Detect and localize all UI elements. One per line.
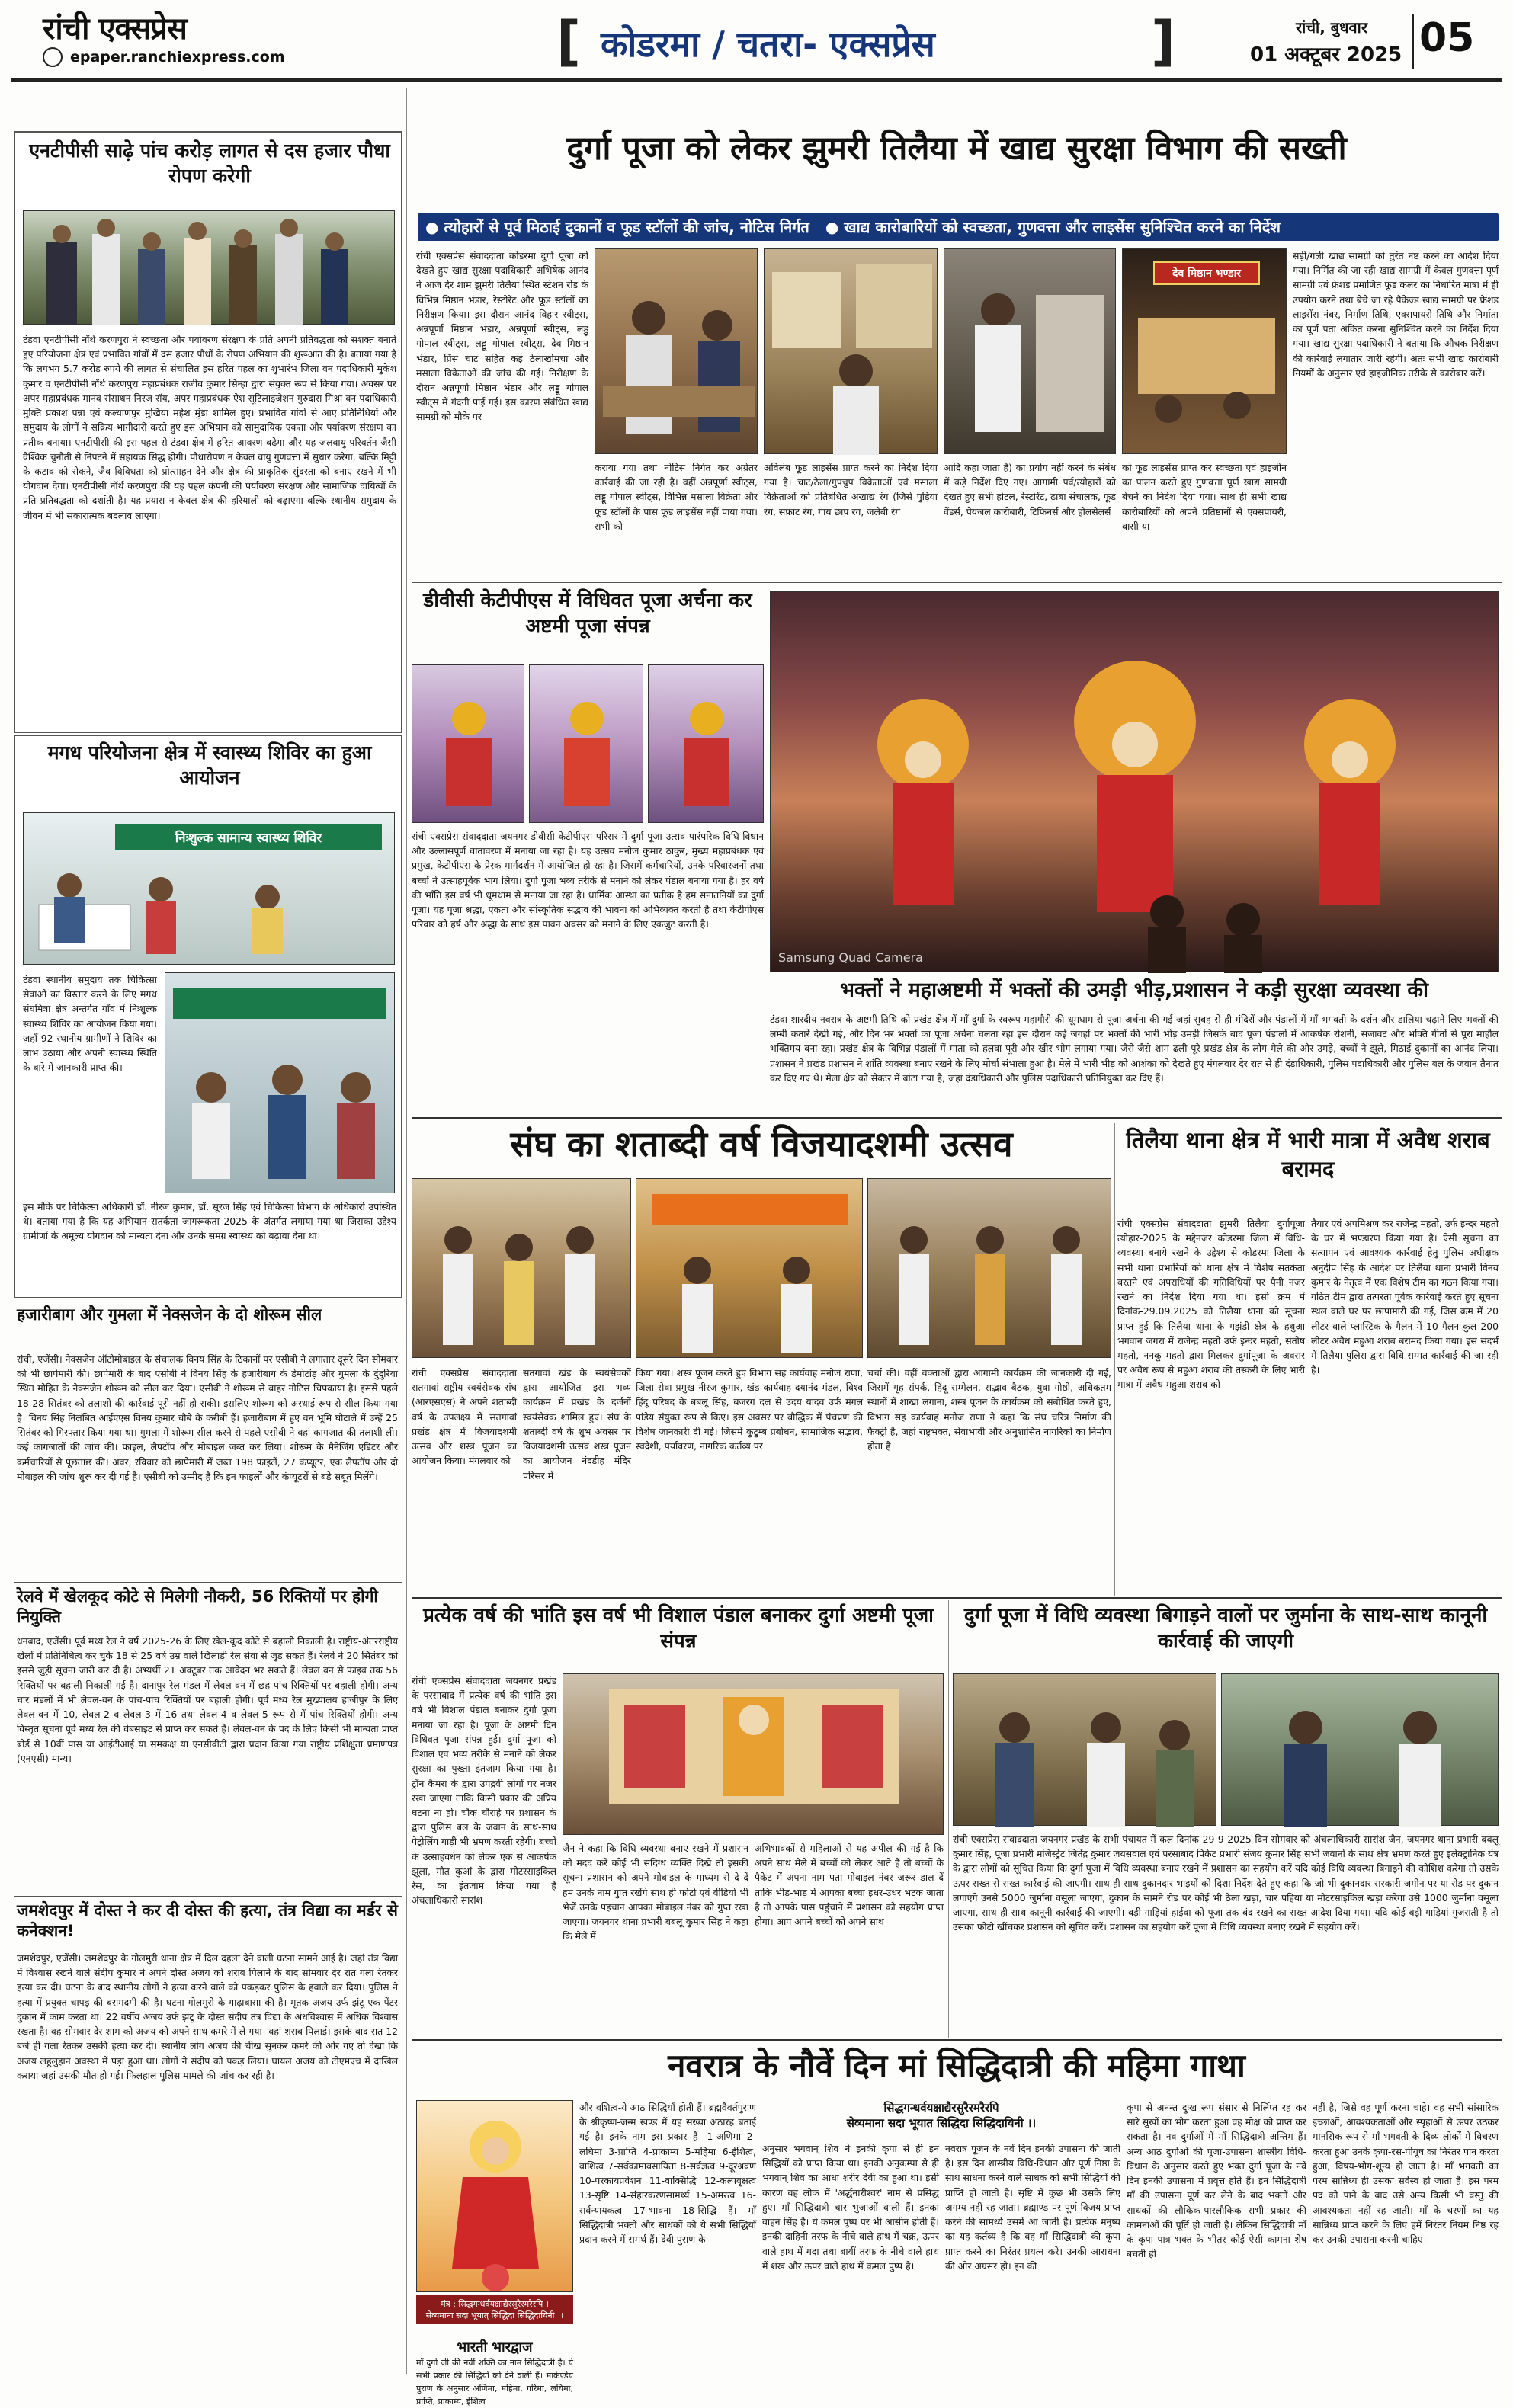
magadh-banner: निःशुल्क सामान्य स्वास्थ्य शिविर [115,824,382,850]
mantra-line2: सेव्यमाना सदा भूयात सिद्धिदा सिद्धिदायिनी ।। [846,2116,1037,2130]
lead-photo-4 [1122,248,1287,454]
navratri-col5: कृपा से अनन्त दुःख रूप संसार से निर्लिप्त रह कर सारे सुखों का भोग करता हुआ वह मोक्ष को प्राप्त कर सकता है। नव दुर्गाओं में माँ सिद्धिदात्री अन्तिम हैं। अन्य आठ दुर्गाओं की पूजा-उपासना शास्त्रीय विधि-विधान के अनुसार करते हुए भक्त दुर्गा पूजा के नवें दिन इनकी उपासना में प्रवृत्त होते हैं। इन सिद्धिदात्री माँ की उपासना पूर्ण कर लेने के बाद भक्तों और साधकों की लौकिक-पारलौकिक सभी प्रकार की कामनाओं की पूर्ति हो जाती है। लेकिन सिद्धिदात्री माँ के कृपा पात्र भक्त के भीतर कोई ऐसी कामना शेष बचती ही [1127,2102,1306,2260]
pandal-divider [948,1600,949,2038]
navratri-col3: अनुसार भगवान् शिव ने इनकी कृपा से ही इन सिद्धियों को प्राप्त किया था। इनकी अनुकम्पा से ही भगवान् शिव का आधा शरीर देवी का हुआ था। इसी कारण वह लोक में 'अर्द्धनारीश्वर' नाम से प्रसिद्ध हुए। माँ सिद्धिदात्री चार भुजाओं वाली हैं। इनका वाहन सिंह है। ये कमल पुष्प पर भी आसीन होती हैं। इनकी दाहिनी तरफ के नीचे वाले हाथ में चक्र, ऊपर वाले हाथ में गदा तथा बायीं तरफ के नीचे वाले हाथ में शंख और ऊपर वाले हाथ में कमल पुष्प है। [762,2143,939,2272]
pandal-title: प्रत्येक वर्ष की भांति इस वर्ष भी विशाल पंडाल बनाकर दुर्गा अष्टमी पूजा संपन्न [423,1604,934,1653]
navratri-author: भारती भारद्वाज [457,2339,533,2355]
date-day: रांची, बुधवार [1296,18,1368,37]
sangh-photo-1 [412,1178,631,1358]
navratri-title: नवरात्र के नौवें दिन मां सिद्धिदात्री की महिमा गाथा [668,2047,1245,2084]
fine-photo-1-drawing [954,1674,1217,1827]
dvc-title: डीवीसी केटीपीएस में विधिवत पूजा अर्चना कर अष्टमी पूजा संपन्न [423,589,752,638]
magadh-photo-top [23,812,395,965]
shop-sign: देव मिष्ठान भण्डार [1153,261,1260,285]
fine-photo-2 [1221,1673,1499,1826]
crowd-photo [770,591,1499,972]
navratri-col2: और वशित्व-ये आठ सिद्धियाँ होती हैं। ब्रह्मवैवर्तपुराण के श्रीकृष्ण-जन्म खण्ड में यह संख्या अठारह बताई गई है। इनके नाम इस प्रकार हैं- 1-अणिमा 2-लघिमा 3-प्राप्ति 4-प्राकाम्य 5-महिमा 6-ईशित्व, वाशित्व 7-सर्वकामावसायिता 8-सर्वज्ञत्व 9-दूरश्रवण 10-परकायप्रवेशन 11-वाक्सिद्धि 12-कल्पवृक्षत्व 13-सृष्टि 14-संहारकरणसामर्थ्य 15-अमरत्व 16-सर्वन्यायकत्व 17-भावना 18-सिद्धि हैं। माँ सिद्धिदात्री भक्तों और साधकों को ये सभी सिद्धियाँ प्रदान करने में समर्थ हैं। देवी पुराण के [579,2102,756,2245]
nexgen-article [14,1305,402,1579]
navratri-col1: माँ दुर्गा जी की नवीं शक्ति का नाम सिद्धिदात्री है। ये सभी प्रकार की सिद्धियों को देने वाली हैं। मार्कण्डेय पुराण के अनुसार अणिमा, महिमा, गरिमा, लघिमा, प्राप्ति, प्राकाम्य, ईशित्व [416,2358,573,2407]
lead-photo-3-drawing [944,249,1117,455]
liquor-col2: तैयार एवं अपमिश्रण कर राजेन्द्र महतो, उर्फ इन्दर महतो के घर में भण्डारण किया गया है। ऐसी सूचना का सत्यापन एवं आवश्यक कार्रवाई हेतु पुलिस अधीक्षक अनुदीप सिंह के आदेश पर तिलैया थाना प्रभारी विनय कुमार के नेतृत्व में एक विशेष टीम का गठन किया गया। गठित टीम द्वारा तत्परता पूर्वक कार्रवाई करते हुए सूचना स्थल वाले घर पर छापामारी की गई, जिस क्रम में 20 लीटर वाले प्लास्टिक के गैलन में 10 गैलन कुल 200 लीटर अवैध महुआ शराब बरामद किया गया। इस संदर्भ में तिलैया पुलिस द्वारा विधि-सम्मत कार्रवाई की जा रही है। [1311,1218,1499,1376]
left-rule-1 [14,1582,402,1583]
goddess-caption-line1: मंत्र : सिद्धगन्धर्वयक्षाद्यैरसुरैरमरैरपि । [441,2299,549,2309]
sangh-title: संघ का शताब्दी वर्ष विजयादशमी उत्सव [510,1123,1013,1164]
crowd-photo-drawing [771,592,1499,973]
crowd-body: टंडवा शारदीय नवरात्र के अष्टमी तिथि को प्रखंड क्षेत्र में माँ दुर्गा के स्वरूप महागौरी की धूमधाम से पूजा अर्चना की गई जहां सुबह से ही मंदिरों और पंडालों में माँ भगवती के दर्शन और डालिया चढ़ाने लिए भक्तों की लम्बी कतारें देखी गई, और दिन भर भक्तों का पूजा अर्चना चलता रहा इस दौरान कई जगहों पर भक्तों की भारी भीड़ उमड़ी जिसके बाद पूजा पंडालों में आकर्षक रोशनी, सजावट और भक्ति गीतों से पूरा माहौल भक्तिमय बना रहा। प्रखंड क्षेत्र के विभिन्न पंडालों में माता को हलवा पूरी और खीर भोग लगाया गया। जैसे-जैसे शाम ढली पूरे प्रखंड क्षेत्र के लोग मेले की ओर उमड़े, बच्चों ने झूले, मिठाई दुकानों का आनंद लिया। प्रशासन ने प्रखंड प्रशासन ने शांति व्यवस्था बनाए रखने के लिए मोर्चा संभाला हुआ है। मेले में भारी भीड़ को आशंका को देखते हुए मंगलवार देर रात से ही दंडाधिकारी, पुलिस पदाधिकारी और पुलिस बल के जवान तैनात कर दिए गए थे। मेला क्षेत्र को सेक्टर में बांटा गया है, जहां दंडाधिकारी और पुलिस पदाधिकारी प्रतिनियुक्त कर दिए हैं। [770,1013,1499,1084]
pandal-col2: जैन ने कहा कि विधि व्यवस्था बनाए रखने में प्रशासन को मदद करें कोई भी संदिग्ध व्यक्ति दिखे तो इसकी सूचना प्रशासन को अपने मोबाइल के माध्यम से दे दें हम उनके नाम गुप्त रखेंगे साथ ही फोटो एवं वीडियो भी भेजें उनके पहचान आपका मोबाइल नंबर को गुप्त रखा जाएगा। जयनगर थाना प्रभारी बबलू कुमार सिंह ने कहा कि मेले में [563,1843,748,1942]
page-number: 05 [1419,15,1475,61]
date: 01 अक्टूबर 2025 [1250,43,1402,66]
magadh-body-b: इस मौके पर चिकित्सा अधिकारी डॉ. नीरज कुमार, डॉ. सूरज सिंह एवं चिकित्सा विभाग के अधिकारी उपस्थित थे। बताया गया है कि यह अभियान सतर्कता जागरूकता 2025 के अंतर्गत लगाया गया था जिसका उद्देश्य ग्रामीणों के अमूल्य योगदान को मान्यता देना और उनके समग्र स्वास्थ्य को बढ़ावा देना था। [23,1201,396,1242]
dvc-photo-3 [648,664,764,823]
goddess-caption-line2: सेव्यमाना सदा भूयात् सिद्धिदा सिद्धिदायिनी ।। [425,2310,564,2320]
sangh-col3: किया गया। शस्त्र पूजन करते हुए विभाग सह कार्यवाह मनोज राणा, जिला सेवा प्रमुख नीरज कुमार, खंड कार्यवाह दयानंद मंडल, विश्व हिंदू परिषद के बबलू सिंह, बजरंग दल से उदय यादव उर्फ मंगल पांडेय संयुक्त रूप से किए। इस अवसर पर बौद्धिक में पंचप्रण की विशेष जानकारी दी गई। जिसमें कुटुम्ब प्रबोधन, सामाजिक सद्भाव, स्वदेशी, पर्यावरण, नागरिक कर्तव्य पर [636,1367,863,1452]
page-divider [1412,14,1414,69]
lead-photo-2-drawing [765,249,938,455]
sangh-col4: चर्चा की। वहीं वक्ताओं द्वारा आगामी कार्यक्रम की जानकारी दी गई, जिसमें गृह संपर्क, हिंदू सम्मेलन, सद्भाव बैठक, युवा गोष्ठी, अधिकतम स्थानों में शाखा लगाना, शस्त्र पूजन के कार्यक्रम को संबोधित करते हुए, विभाग सह कार्यवाह मनोज राणा ने कहा कि संघ चरित्र निर्माण की फैक्ट्री है, जहां राष्ट्रभक्त, सेवाभावी और अनुशासित नागरिकों का निर्माण होता है। [867,1367,1111,1452]
lead-col6: सड़ी/गली खाद्य सामग्री को तुरंत नष्ट करने का आदेश दिया गया। निर्मित की जा रही खाद्य सामग्री में केवल गुणवत्ता पूर्ण सामग्री एवं फ्रेशड प्रमाणित फूड कलर का निर्धारित मात्रा में ही उपयोग करने तथा बेचे जा रहे पैकेज्ड खाद्य सामग्री पर फ्रेशड लाइसेंस नंबर, निर्माण तिथि, एक्सपायरी तिथि और निर्माता का पूर्ण पता अंकित करना सुनिश्चित करने का निर्देश दिया गया। खाद्य सुरक्षा पदाधिकारी ने बताया कि औचक निरीक्षण की कार्रवाई लगातार जारी रहेगी। अतः सभी खाद्य कारोबारी नियमों के अनुसार एवं हाइजीनिक तरीके से कारोबार करें। [1293,250,1499,379]
lead-col5: को फूड लाइसेंस प्राप्त कर स्वच्छता एवं हाइजीन का पालन करते हुए गुणवत्ता पूर्ण खाद्य सामग्री बेचने का निर्देश दिया गया। साथ ही सभी खाद्य कारोबारियों को अपने प्रतिष्ठानों से एक्सपायरी, बासी या [1122,462,1287,532]
railway-article [14,1587,402,1891]
goddess-image [416,2100,573,2292]
logo-text: रांची एक्सप्रेस [43,11,187,46]
dvc-photo-2-drawing [530,665,644,824]
camera-watermark: Samsung Quad Camera [778,950,923,965]
sangh-photo-3-drawing [868,1179,1112,1359]
bullet-icon: ● [825,218,845,236]
magadh-body-a: टंडवा स्थानीय समुदाय तक चिकित्सा सेवाओं का विस्तार करने के लिए मगध संघमित्रा क्षेत्र अन्तर्गत गाँव में निःशुल्क स्वास्थ्य शिविर का आयोजन किया गया। जहाँ 92 स्थानीय ग्रामीणों ने शिविर का लाभ उठाया और अपनी स्वास्थ्य स्थिति के बारे में जानकारी प्राप्त की। [23,974,157,1074]
lead-title: दुर्गा पूजा को लेकर झुमरी तिलैया में खाद्य सुरक्षा विभाग की सख्ती [566,130,1347,168]
murder-article [14,1900,402,2373]
lead-col4: आदि कहा जाता है) का प्रयोग नहीं करने के संबंध में कड़े निर्देश दिए गए। आगामी पर्व/त्योहारों को देखते हुए सभी होटल, रेस्टोरेंट, ढाबा संचालक, फूड वेंडर्स, पेयजल कारोबारी, टिफिनर्स और होलसेलर्स [944,462,1117,517]
lead-subhead-strip [418,213,1499,241]
dvc-photo-1-drawing [412,665,525,824]
murder-title: जमशेदपुर में दोस्त ने कर दी दोस्त की हत्या, तंत्र विद्या का मर्डर से कनेक्शन! [17,1901,399,1941]
ntpc-body: टंडवा एनटीपीसी नॉर्थ करणपुरा ने स्वच्छता और पर्यावरण संरक्षण के प्रति अपनी प्रतिबद्धता को सशक्त बनाते हुए परियोजना क्षेत्र एवं प्रभावित गांवों में दस हजार पौधों के रोपण अभियान की शुरूआत की है। बताया गया है कि लगभग 5.7 करोड़ रुपये की लागत से संचालित इस हरित पहल का शुभारंभ जिला वन पदाधिकारी मुकेश कुमार व एनटीपीसी नॉर्थ करणपुरा महाप्रबंधक राजीव कुमार सिन्हा द्वारा संयुक्त रूप से किया गया। अवसर पर अपर महाप्रबंधक मानव संसाधन निरज रॉय, अपर महाप्रबंधक ऐश सूटिलाइजेशन गुरुदास मिश्रा वन पदाधिकारी मुक्ति प्रकाश पन्ना एवं कल्याणपुर मुखिया महेश मुंडा शामिल हुए। प्रभावित गांवों से आए प्रतिनिधियों और समुदाय के लोगों ने सक्रिय भागीदारी करते हुए इस अभियान को सामुदायिक एकता और पर्यावरण संरक्षण का प्रतीक बनाया। एनटीपीसी की इस पहल से टंडवा क्षेत्र में हरित आवरण बढ़ेगा और यह जलवायु परिवर्तन जैसी वैश्विक चुनौती से निपटने में सहायक सिद्ध होगी। पौधारोपण न केवल वायु गुणवत्ता में सुधार करेगा, बल्कि मिट्टी के कटाव को रोकने, जैव विविधता को प्रोत्साहन देने और क्षेत्र की प्राकृतिक सुंदरता को बनाए रखने में भी योगदान देगा। एनटीपीसी नॉर्थ करणपुरा की यह पहल कंपनी की पर्यावरण संरक्षण और सामाजिक दायित्वों के प्रति प्रतिबद्धता को दर्शाती है। यह प्रयास न केवल क्षेत्र की हरियाली को बढ़ाएगा बल्कि स्थानीय समुदाय के जीवन में भी सकारात्मक बदलाव लाएगा। [23,334,396,521]
dvc-body: रांची एक्सप्रेस संवाददाता जयनगर डीवीसी केटीपीएस परिसर में दुर्गा पूजा उत्सव पारंपरिक विधि-विधान और उल्लासपूर्ण वातावरण में मनाया जा रहा है। यह उत्सव मनोज कुमार ठाकुर, मुख्य महाप्रबंधक एवं प्रमुख, केटीपीएस के प्रेरक मार्गदर्शन में आयोजित हो रहा है। जिसमें कर्मचारियों, उनके परिवारजनों तथा बच्चों ने उत्साहपूर्वक भाग लिया। दुर्गा पूजा भव्य तरीके से मनाने को लेकर पंडाल बनाया गया है। हर वर्ष की भाँति इस वर्ष भी धूमधाम से मनाया जा रहा है। धार्मिक आस्था का प्रतीक है हम सनातनियों का दुर्गा पूजा। यह पूजा श्रद्धा, एकता और सांस्कृतिक सद्भाव की भावना को अभिव्यक्त करती है तथा केटीपीएस परिवार को हर्ष और श्रद्धा के साथ इस पावन अवसर को मनाने के लिए एकजुट करती है। [412,831,764,930]
goddess-drawing [417,2101,574,2293]
sangh-photo-1-drawing [412,1179,632,1359]
nexgen-title: हजारीबाग और गुमला में नेक्सजेन के दो शोरूम सील [17,1305,322,1324]
lead-photo-3 [944,248,1116,454]
railway-title: रेलवे में खेलकूद कोटे से मिलेगी नौकरी, 56 रिक्तियों पर होगी नियुक्ति [17,1587,378,1627]
column-divider [406,88,407,2374]
ntpc-photo [23,210,395,325]
left-rule-2 [14,1896,402,1897]
logo[interactable] [43,6,187,48]
mid-rule-3 [412,2039,1502,2041]
section-title: कोडरमा / चतरा- एक्सप्रेस [601,24,935,65]
dvc-photo-3-drawing [649,665,765,824]
crowd-title: भक्तों ने महाअष्टमी में भक्तों की उमड़ी भीड़,प्रशासन ने कड़ी सुरक्षा व्यवस्था की [840,978,1428,1002]
liquor-divider [1114,1123,1115,1596]
masthead-rule [11,78,1502,82]
ntpc-photo-drawing [24,211,396,325]
masthead [0,0,1513,82]
bullet-icon: ● [425,218,444,236]
dvc-photo-1 [412,664,524,823]
lead-col3: अविलंब फूड लाइसेंस प्राप्त करने का निर्देश दिया गया है। चाट/ठेला/गुपचुप विक्रेताओं एवं मसाला विक्रेताओं को प्रतिबंधित अखाद्य रंग (जिसे पुड़िया रंग, सफ़ाट रंग, गाय छाप रंग, जलेबी रंग [764,462,938,517]
pandal-col1: रांची एक्सप्रेस संवाददाता जयनगर प्रखंड के परसाबाद में प्रत्येक वर्ष की भांति इस वर्ष भी विशाल पंडाल बनाकर दुर्गा पूजा मनाया जा रहा है। पूजा के अष्टमी दिन विधिवत पूजा संपन्न हुई। दुर्गा पूजा को विशाल एवं भव्य तरीके से मनाने को लेकर सुरक्षा का पुख्ता इंतजाम किया गया है। ट्रॉन कैमरा के द्वारा उपद्रवी लोगों पर नजर रखा जाएगा ताकि किसी प्रकार की अप्रिय घटना ना हो। चौक चौराहे पर प्रशासन के द्वारा पुलिस बल के जवान के साथ-साथ पेट्रोलिंग गाड़ी भी भ्रमण करती रहेगी। बच्चों के उत्साहवर्धन को लेकर एक से आकर्षक झूला, मौत कुआं के द्वारा मोटरसाइकिल रेस, का इंतजाम किया गया है अंचलाधिकारी सारांश [412,1675,556,1907]
sangh-col2: सतगावां खंड के स्वयंसेवकों द्वारा आयोजित इस भव्य कार्यक्रम में प्रखंड के दर्जनों स्वयंसेवक शामिल हुए। संघ के शताब्दी वर्ष के शुभ अवसर पर विजयादशमी उत्सव शस्त्र पूजन का आयोजन नंदडीह मंदिर परिसर में [523,1367,631,1481]
lead-col2: कराया गया तथा नोटिस निर्गत कर अग्रेतर कार्रवाई की जा रही है। वहीं अन्नपूर्णा स्वीट्स, लड्डू गोपाल स्वीट्स, विभिन्न मसाला विक्रेता और फूड स्टॉलों के पास फूड लाइसेंस नहीं पाया गया। सभी को [595,462,758,532]
magadh-photo-side-drawing [165,973,396,1194]
lead-photo-1 [595,248,758,454]
lead-sub2: खाद्य कारोबारियों को स्वच्छता, गुणवत्ता और लाइसेंस सुनिश्चित करने का निर्देश [844,218,1281,236]
pandal-photo [563,1673,944,1835]
navratri-col4: नवरात्र पूजन के नवें दिन इनकी उपासना की जाती है। इस दिन शास्त्रीय विधि-विधान और पूर्ण निष्ठा के साथ साधना करने वाले साधक को सभी सिद्धियों की प्राप्ति हो जाती है। सृष्टि में कुछ भी उसके लिए अगम्य नहीं रह जाता। ब्रह्माण्ड पर पूर्ण विजय प्राप्त करने की सामर्थ्य उसमें आ जाती है। प्रत्येक मनुष्य का यह कर्तव्य है कि वह माँ सिद्धिदात्री की कृपा प्राप्त करने का निरंतर प्रयत्न करे। उनकी आराधना की ओर अग्रसर हो। इन की [945,2143,1120,2272]
fine-photo-2-drawing [1222,1674,1499,1827]
magadh-photo-side [165,972,395,1193]
sangh-photo-3 [867,1178,1111,1358]
liquor-title: तिलैया थाना क्षेत्र में भारी मात्रा में अवैध शराब बरामद [1126,1127,1490,1182]
mid-rule-2 [412,1597,1502,1599]
sangh-photo-2-drawing [636,1179,864,1359]
ntpc-article [14,131,402,733]
liquor-col1: रांची एक्सप्रेस संवाददाता झुमरी तिलैया दुर्गापूजा त्योहार-2025 के मद्देनजर कोडरमा जिला में विधि-व्यवस्था बनाये रखने के उद्देश्य से कोडरमा जिला के सभी थाना प्रभारियों को थाना क्षेत्र में विशेष सतर्कता बरतने एवं अपराधियों की गतिविधियों पर पैनी नज़र रखने का निर्देश दिया गया था। इसी क्रम में दिनांक-29.09.2025 को तिलैया थाना को सूचना प्राप्त हुई कि तिलैया थाना के गझंडी क्षेत्र के हथुआ भगवान जगरा में राजेन्द्र महतो उर्फ इन्दर महतो, संतोष महतो, ननकू महतो द्वारा मिलकर दुर्गापूजा के अवसर पर अवैध रूप से महुआ शराब की तस्करी के लिए भारी मात्रा में अवैध महुआ शराब को [1117,1218,1305,1391]
lead-sub1: त्योहारों से पूर्व मिठाई दुकानों व फूड स्टॉलों की जांच, नोटिस निर्गत [444,218,809,236]
pandal-col3: अभिभावकों से महिलाओं से यह अपील की गई है कि अपने साथ मेले में बच्चों को लेकर आते हैं तो बच्चों के पैकेट में अपना नाम पता मोबाइल नंबर जरूर डाल दें ताकि भीड़-भाड़ में आपका बच्चा इधर-उधर भटक जाता है तो आपके पास पहुंचाने में प्रशासन को सहयोग प्राप्त होगा। आप अपने बच्चों को अपने साथ [755,1843,944,1928]
magadh-title: मगध परियोजना क्षेत्र में स्वास्थ्य शिविर का हुआ आयोजन [47,741,372,789]
logo-icon [43,47,63,67]
murder-body: जमशेदपुर, एजेंसी। जमशेदपुर के गोलमुरी थाना क्षेत्र में दिल दहला देने वाली घटना सामने आई है। जहां तंत्र विद्या में विश्वास रखने वाले संदीप कुमार ने अपने दोस्त अजय को शराब पिलाने के बाद सोमवार देर रात गला रेतकर हत्या कर दी। घटना के बाद स्थानीय लोगों ने हत्या करने वाले को पकड़कर पुलिस के हवाले कर दिया। पुलिस ने हत्या में प्रयुक्त चापड़ की बरामदगी की है। घटना गोलमुरी के गाढ़ाबासा की है। मृतक अजय उर्फ झंटू एक पेंटर दुकान में काम करता था। 22 वर्षीय अजय उर्फ झंटू के दोस्त संदीप तंत्र विद्या के अंधविश्वास में अधिक विश्वास रखता है। वह सोमवार देर शाम को अजय को अपने साथ कमरे में ले गया। वहां शराब पिलाई। इसके बाद रात 12 बजे ही गला रेतकर उसकी हत्या कर दी। स्थानीय लोग अजय की चीख सुनकर कमरे की ओर गए तो देखा कि अजय लहूलुहान अवस्था में पड़ा हुआ था। लोगों ने संदीप को पकड़ लिया। घायल अजय को टीएमएच में दाखिल कराया जहां उसकी मौत हो गई। फिलहाल पुलिस मामले की जांच कर रही है। [17,1952,398,2081]
dvc-photo-2 [529,664,643,823]
railway-body: धनबाद, एजेंसी। पूर्व मध्य रेल ने वर्ष 2025-26 के लिए खेल-कूद कोटे से बहाली निकाली है। राष्ट्रीय-अंतरराष्ट्रीय खेलों में प्रतिनिधित्व कर चुके 18 से 25 वर्ष उम्र वाले खिलाड़ी रेल सेवा से जुड़ सकते हैं। रेलवे ने 20 सितंबर को इससे जुड़ी सूचना जारी कर दी है। अभ्यर्थी 21 अक्टूबर तक आवेदन भर सकते हैं। लेवल वन से फाइव तक 56 रिक्तियों पर बहाली निकाली गई है। दानापुर रेल मंडल में लेवल-वन में छह पांच रिक्तियों पर बहाली होगी। अन्य चार मंडलों में भी लेवल-वन के पांच-पांच रिक्तियों पर बहाली होगी। पूर्व मध्य रेल मुख्यालय हाजीपुर के लिए लेवल-वन में 10, लेवल-2 व लेवल-3 में 16 तथा लेवल-4 व लेवल-5 रूप से में पांच रिक्तियों होगी। अन्य विस्तृत सूचना पूर्व मध्य रेल की वेबसाइट से प्राप्त कर सकते हैं। लेवल-वन के पद के लिए किसी भी मान्यता प्राप्त बोर्ड से 10वीं पास या आईटीआई या समकक्ष या एनसीवीटी द्वारा प्रदान किया गया राष्ट्रीय प्रशिक्षुता प्रमाणपत्र (एनएसी) मान्य। [17,1635,398,1764]
section-bracket-left: [ [556,10,581,72]
navratri-col6: नहीं है, जिसे वह पूर्ण करना चाहे। वह सभी सांसारिक इच्छाओं, आवश्यकताओं और स्पृहाओं से ऊपर उठकर मानसिक रूप से माँ भगवती के दिव्य लोकों में विचरण करता हुआ उनके कृपा-रस-पीयूष का निरंतर पान करता हुआ, विषय-भोग-शून्य हो जाता है। माँ भगवती का परम सान्निध्य ही उसका सर्वस्व हो जाता है। इस परम पद को पाने के बाद उसे अन्य किसी भी वस्तु की आवश्यकता नहीं रह जाती। माँ के चरणों का यह सान्निध्य प्राप्त करने के लिए हमें निरंतर नियम निष्ठ रह कर उनकी उपासना करनी चाहिए। [1313,2102,1499,2245]
mantra [762,2100,1120,2131]
sangh-col1: रांची एक्सप्रेस संवाददाता सतगावां राष्ट्रीय स्वयंसेवक संघ (आरएसएस) ने अपने शताब्दी वर्ष के उपलक्ष्य में सतगावां प्रखंड क्षेत्र में विजयादशमी उत्सव और शस्त्र पूजन का आयोजन किया। मंगलवार को [412,1367,517,1467]
goddess-caption [416,2295,573,2324]
lead-photo-2 [764,248,938,454]
lead-rule [412,582,1502,583]
fine-body: रांची एक्सप्रेस संवाददाता जयनगर प्रखंड के सभी पंचायत में कल दिनांक 29 9 2025 दिन सोमवार को अंचलाधिकारी सारांश जैन, जयनगर थाना प्रभारी बबलू कुमार सिंह, पूजा प्रभारी मजिस्ट्रेट जितेंद्र कुमार जयसवाल एवं परसाबाद पिकेट प्रभारी संजय कुमार सिंह सभी जवानों के साथ क्षेत्र भ्रमण करते हुए इलेक्ट्रानिक यंत्र के द्वारा लोगों को सूचित किया कि दुर्गा पूजा में विधि व्यवस्था बनाए रखने में प्रशासन का सहयोग करें यदि कोई विधि व्यवस्था बिगाड़ने की कोशिश करेगा तो उसके ऊपर सख्त से सख्त कार्रवाई की जाएगी। साथ ही साथ दुकानदार भाइयों को दिशा निर्देश देते हुए कहा कि जो भी दुकानदार सरकारी जमीन पर या रोड पर दुकान लगाएंगे उनसे 5000 जुर्माना वसूला जाएगा, दुकान के सामने रोड पर कोई भी ठेला खड़ा, चार पहिया या मोटरसाइकिल खड़ा करेगा उसे 1000 जुर्माना वसूला जाएगा, साथ ही साथ कानूनी कार्रवाई की जाएगी। बड़ी गाड़ियां हाईवा को पूजा तक बंद रखने का सख्त आदेश दिया गया। यदि कोई बड़ी गाड़ियां गुजराती है तो उसका फोटो खींचकर प्रशासन को सूचित करें। प्रशासन का सहयोग करें पूजा में विधि व्यवस्था बनाए रखने में सहयोग करें। [953,1833,1499,1933]
lead-photo-1-drawing [595,249,758,455]
magadh-article [14,735,402,1298]
section-bracket-right: ] [1151,10,1175,72]
pandal-photo-drawing [563,1674,944,1836]
nexgen-body: रांची, एजेंसी। नेक्सजेन ऑटोमोबाइल के संचालक विनय सिंह के ठिकानों पर एसीबी ने लगातार दूसरे दिन सोमवार को भी छापेमारी की। छापेमारी के बाद एसीबी ने विनय सिंह के हजारीबाग के डेमोटांड़ और गुमला के दुंदुरिया स्थित मोहित के नेक्सजेन शोरूम को सील कर दिया। एसीबी ने शोरूम से बाहर नोटिस चिपकाया है। इससे पहले 18-28 सितंबर को तलाशी की कार्रवाई पूरी नहीं हो सकी। इसलिए शोरूम को अस्थाई रूप से सील किया गया है। विनय सिंह निलंबित आईएएस विनय कुमार चौबे के करीबी हैं। हजारीबाग में हुए वन भूमि घोटाले में उन्हें 25 सितंबर को गिरफ्तार किया गया था। गुमला में शोरूम सील करने से पहले एसीबी ने वहां कागजात की तलाशी ली। कई कागजातों की जांच की। फाइल, लैपटॉप और मोबाइल जब्त कर लिया। शोरूम के मैनेजिंग एडिटर और कर्मचारियों से पूछताछ की। अवर, रविवार को छापेमारी में जब्त 198 फाइलें, 27 कंप्यूटर, एक लैपटॉप और दो मोबाइल की जांच शुरू कर दी गई है। एसीबी को उम्मीद है कि इन फाइलों और कंप्यूटरों से बड़े सबूत मिलेंगे। [17,1353,398,1482]
mantra-line1: सिद्धगन्धर्वयक्षाद्यैरसुरैरमरैरपि [883,2101,999,2115]
ntpc-title: एनटीपीसी साढ़े पांच करोड़ लागत से दस हजार पौधा रोपण करेगी [29,139,390,187]
mid-rule-1 [412,1117,1502,1119]
lead-col1: रांची एक्सप्रेस संवाददाता कोडरमा दुर्गा पूजा को देखते हुए खाद्य सुरक्षा पदाधिकारी अभिषेक आनंद ने आज देर शाम झुमरी तिलैया स्थित स्टेशन रोड के विभिन्न मिष्ठान भंडार, रेस्टोरेंट और फूड स्टॉलों का निरीक्षण किया। इस दौरान आनंद विहार स्वीट्स, अन्नपूर्णा मिष्ठान भंडार, अन्नपूर्णा स्वीट्स, लड्डू गोपाल स्वीट्स, लड्डू गोपाल स्वीट्स, देव मिष्ठान भंडार, प्रिंस चाट सहित कई ठेलाखोमचा और मसाला विक्रेताओं की जांच की गई। निरीक्षण के दौरान अन्नपूर्णा मिष्ठान भंडार और लड्डू गोपाल स्वीट्स में गंदगी पाई गई। इस कारण संबंधित खाद्य सामग्री को मौके पर [416,250,588,423]
sangh-photo-2 [636,1178,863,1358]
website[interactable]: epaper.ranchiexpress.com [70,49,285,66]
fine-photo-1 [953,1673,1216,1826]
fine-title: दुर्गा पूजा में विधि व्यवस्था बिगाड़ने वालों पर जुर्माना के साथ-साथ कानूनी कार्रवाई की जाएगी [963,1604,1488,1653]
